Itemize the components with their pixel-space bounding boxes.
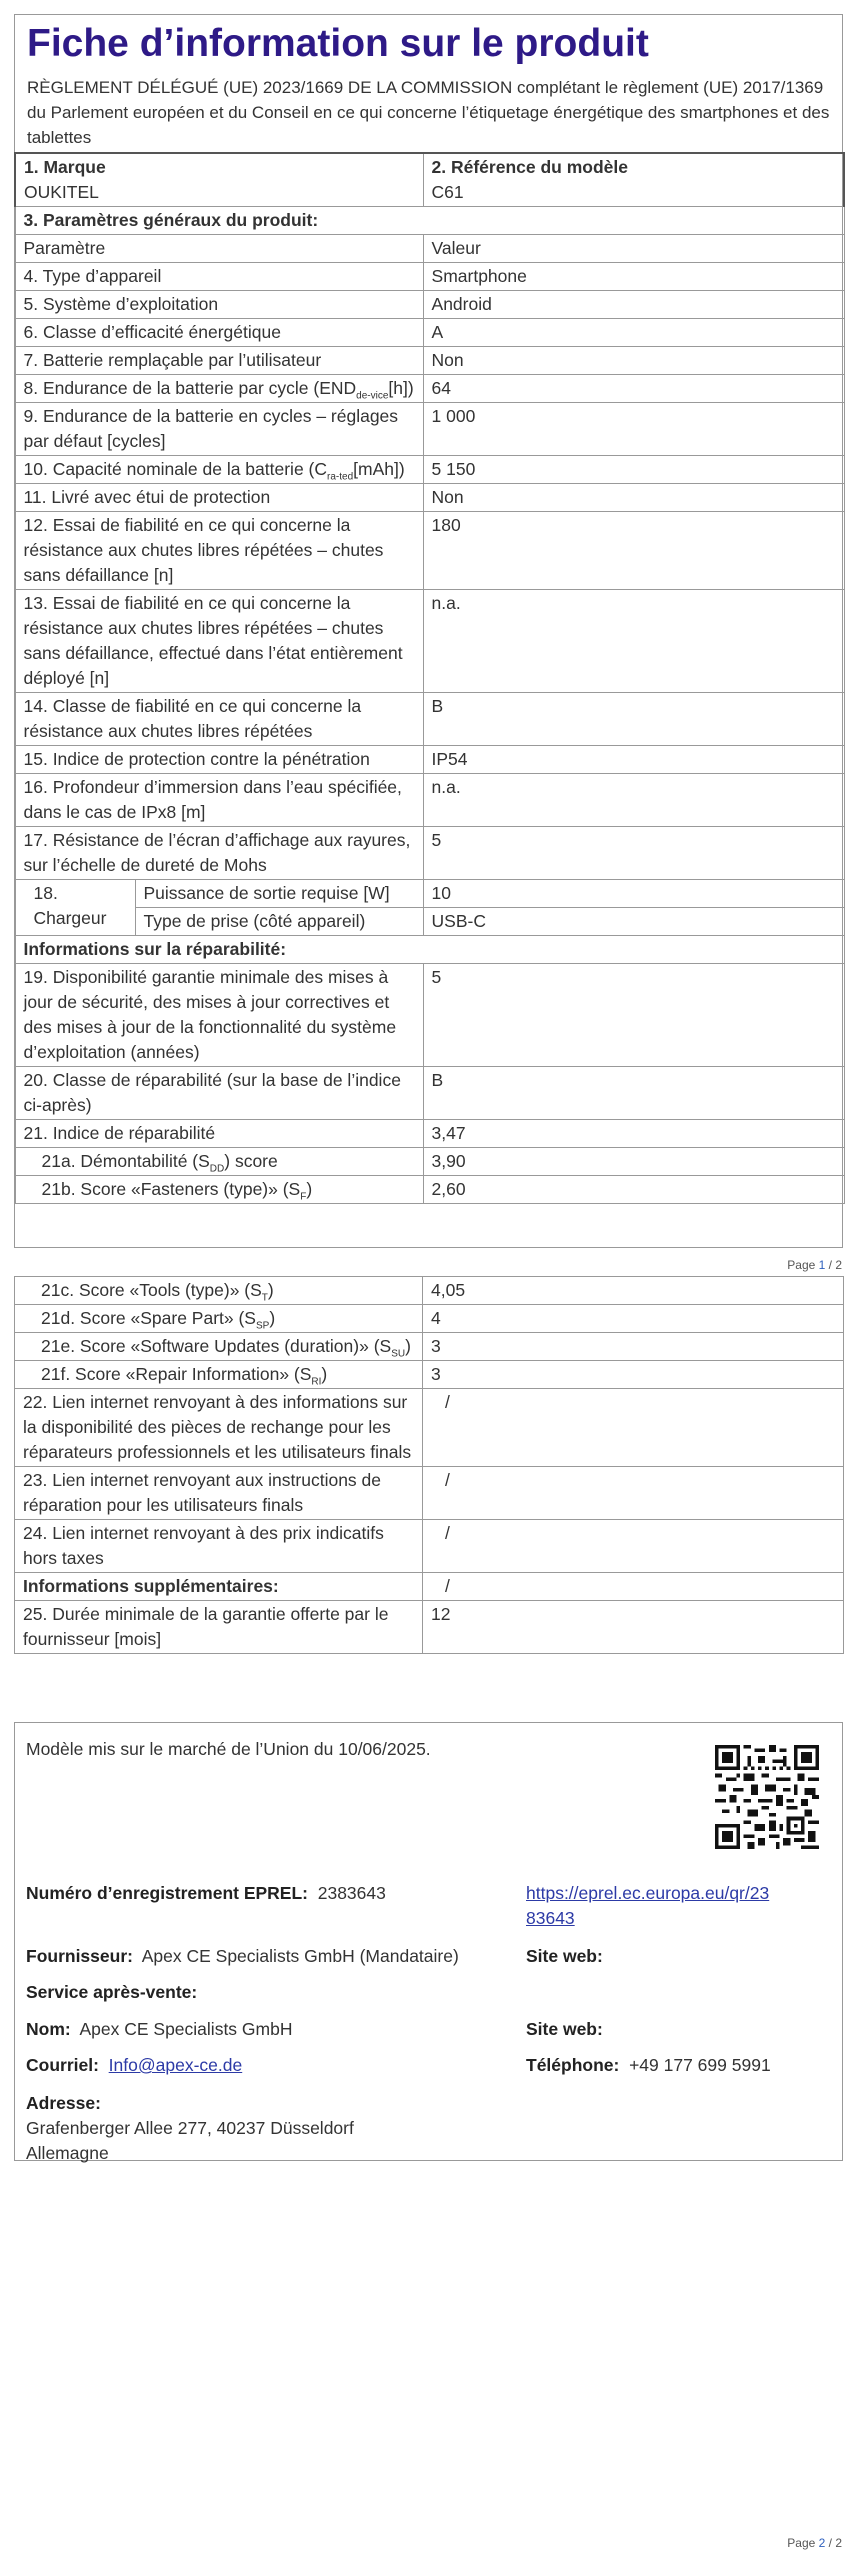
section-repair-heading: Informations sur la réparabilité: [15,936,844,964]
param-label: 9. Endurance de la batterie en cycles – réglages par défaut [cycles] [15,403,423,456]
label-subscript: de-vice [356,390,389,402]
param-label: 12. Essai de fiabilité en ce qui concerne la résistance aux chutes libres répétées – chutes sans défaillance [n] [15,512,423,590]
eprel-label: Numéro d’enregistrement EPREL: [26,1883,308,1903]
score-label [15,1333,423,1361]
market-date: Modèle mis sur le marché de l’Union du 10/06/2025. [26,1739,431,1759]
link-label: 22. Lien internet renvoyant à des informations sur la disponibilité des pièces de rechange pour les réparateurs professionnels et les utilisateurs finals [15,1389,423,1467]
links-body [15,1389,844,1573]
param-label: 14. Classe de fiabilité en ce qui concerne la résistance aux chutes libres répétées [15,693,423,746]
section-extra-heading: Informations supplémentaires: [15,1573,423,1601]
param-value: 180 [423,512,844,590]
param-label: 17. Résistance de l’écran d’affichage aux rayures, sur l’échelle de dureté de Mohs [15,827,423,880]
eprel-link-part1[interactable]: https://eprel.ec.europa.eu/qr/23 [526,1883,770,1903]
param-value: B [423,693,844,746]
score-label [15,1148,423,1176]
repair-params-body [15,964,844,1148]
charger-plug-value: USB-C [423,908,844,936]
link-label: 23. Lien internet renvoyant aux instructions de réparation pour les utilisateurs finals [15,1467,423,1520]
score-label-end: ) [269,1308,276,1328]
brand-model-row [15,153,844,207]
page-label: Page [787,1258,819,1272]
model-label: 2. Référence du modèle [431,157,628,177]
label-text-end: [mAh]) [353,459,405,479]
param-label: 7. Batterie remplaçable par l’utilisateur [15,347,423,375]
table-row [15,456,844,484]
score-subscript: SU [391,1348,406,1360]
param-label: 19. Disponibilité garantie minimale des mises à jour de sécurité, des mises à jour correctives et des mises à jour de la fonctionnalité du système d’exploitation (années) [15,964,423,1067]
page-number-1 [787,1258,842,1272]
email-link[interactable]: Info@apex-ce.de [108,2055,243,2075]
supplier-info-box [14,1722,843,2161]
param-label: 11. Livré avec étui de protection [15,484,423,512]
score-label-end: ) score [224,1151,278,1171]
page-current: 1 [818,1258,826,1272]
score-value: 4 [423,1305,844,1333]
score-label-text: 21e. Score «Software Updates (duration)» (S [41,1336,392,1356]
section-general-heading: 3. Paramètres généraux du produit: [15,207,844,235]
param-value: A [423,319,844,347]
eprel-link-part2[interactable]: 83643 [526,1908,575,1928]
page-title: Fiche d’information sur le produit [27,22,649,65]
page-number-2 [787,2536,842,2550]
section-extra-value: / [423,1573,844,1601]
charger-label: 18. Chargeur [15,880,135,936]
address-label: Adresse: [26,2093,101,2113]
table-row [15,746,844,774]
page-total-2: / 2 [825,2536,842,2550]
link-value: / [423,1520,844,1573]
eprel-value: 2383643 [317,1883,386,1903]
charger-power-row [15,880,844,908]
brand-cell [15,153,423,207]
supplier-value: Apex CE Specialists GmbH (Mandataire) [141,1946,459,1966]
table-row [15,590,844,693]
col-value-header: Valeur [423,235,844,263]
table-row [15,263,844,291]
address-line-1: Grafenberger Allee 277, 40237 Düsseldorf [26,2118,354,2138]
table-row [15,964,844,1067]
table-row [15,774,844,827]
table-row [15,375,844,403]
param-value: Smartphone [423,263,844,291]
score-label-end: ) [306,1179,313,1199]
website-line-2 [526,2017,603,2042]
score-subscript: DD [209,1163,225,1175]
score-label-text: 21b. Score «Fasteners (type)» (S [41,1179,301,1199]
score-label-text: 21a. Démontabilité (S [41,1151,210,1171]
page-total: / 2 [825,1258,842,1272]
website-line-1 [526,1944,603,1969]
website-label-1: Site web: [526,1946,603,1966]
param-value: 5 [423,964,844,1067]
param-label: 6. Classe d’efficacité énergétique [15,319,423,347]
link-label: 24. Lien internet renvoyant à des prix indicatifs hors taxes [15,1520,423,1573]
scores-page2-body [15,1277,844,1389]
param-label: 16. Profondeur d’immersion dans l’eau spécifiée, dans le cas de IPx8 [m] [15,774,423,827]
param-value: 5 [423,827,844,880]
table-row [15,693,844,746]
model-cell [423,153,844,207]
score-label-end: ) [405,1336,411,1356]
table-row [15,1067,844,1120]
page-label-2: Page [787,2536,819,2550]
score-subscript: F [300,1191,307,1203]
param-label [15,375,423,403]
label-text-end: [h]) [388,378,414,398]
score-label [15,1277,423,1305]
regulation-subtitle: RÈGLEMENT DÉLÉGUÉ (UE) 2023/1669 DE LA COMMISSION complétant le règlement (UE) 2017/1369 du Parlement européen et du Conseil en ce qui concerne l’étiquetage énergétique des smartphones et des tablettes [27,78,830,147]
score-subscript: T [261,1292,268,1304]
qr-code-icon[interactable] [715,1745,819,1849]
eprel-link[interactable] [526,1881,769,1931]
col-param-header: Paramètre [15,235,423,263]
warranty-value: 12 [423,1601,844,1654]
score-value: 3,90 [423,1148,844,1176]
charger-power-value: 10 [423,880,844,908]
phone-label: Téléphone: [526,2055,620,2075]
label-text: 8. Endurance de la batterie par cycle (END [23,378,357,398]
param-value: Non [423,484,844,512]
param-value: Non [423,347,844,375]
param-label: 20. Classe de réparabilité (sur la base de l’indice ci-après) [15,1067,423,1120]
phone-line [526,2053,771,2078]
extra-info-row [15,1573,844,1601]
supplier-label: Fournisseur: [26,1946,133,1966]
name-line [26,2017,292,2042]
param-label [15,456,423,484]
service-label: Service après-vente: [26,1982,198,2002]
table-row [15,403,844,456]
param-value: n.a. [423,774,844,827]
param-value: IP54 [423,746,844,774]
product-info-table-continued [14,1276,844,1654]
param-value: 5 150 [423,456,844,484]
param-label: 4. Type d’appareil [15,263,423,291]
product-info-table [14,152,845,1204]
brand-label: 1. Marque [24,157,106,177]
param-label: 21. Indice de réparabilité [15,1120,423,1148]
label-text: 10. Capacité nominale de la batterie (C [23,459,328,479]
table-row [15,1120,844,1148]
link-value: / [423,1389,844,1467]
score-label-text: 21f. Score «Repair Information» (S [41,1364,312,1384]
score-row [15,1305,844,1333]
phone-value: +49 177 699 5991 [629,2055,771,2075]
email-label: Courriel: [26,2055,99,2075]
model-value: C61 [431,182,464,202]
score-row [15,1148,844,1176]
brand-value: OUKITEL [24,182,99,202]
score-value: 2,60 [423,1176,844,1204]
score-row [15,1277,844,1305]
page-current-2: 2 [818,2536,826,2550]
score-row [15,1361,844,1389]
link-row [15,1467,844,1520]
param-label: 13. Essai de fiabilité en ce qui concerne la résistance aux chutes libres répétées – chutes sans défaillance, effectué dans l’état entièrement déployé [n] [15,590,423,693]
param-value: 1 000 [423,403,844,456]
table-row [15,347,844,375]
param-value: 3,47 [423,1120,844,1148]
score-label [15,1305,423,1333]
score-label [15,1361,423,1389]
website-label-2: Site web: [526,2019,603,2039]
score-row [15,1333,844,1361]
score-subscript: SP [255,1320,270,1332]
score-subscript: RI [311,1376,322,1388]
score-label [15,1176,423,1204]
address-block [26,2091,354,2166]
warranty-row [15,1601,844,1654]
eprel-line [26,1881,386,1906]
param-label: 5. Système d’exploitation [15,291,423,319]
general-params-body [15,263,844,880]
charger-plug-row [15,908,844,936]
link-value: / [423,1467,844,1520]
supplier-line [26,1944,459,1969]
link-row [15,1520,844,1573]
table-row [15,291,844,319]
param-value: B [423,1067,844,1120]
table-row [15,827,844,880]
table-row [15,319,844,347]
address-line-2: Allemagne [26,2143,109,2163]
name-label: Nom: [26,2019,71,2039]
name-value: Apex CE Specialists GmbH [79,2019,293,2039]
score-label-text: 21d. Score «Spare Part» (S [41,1308,256,1328]
scores-page1-body [15,1148,844,1204]
score-value: 4,05 [423,1277,844,1305]
column-header-row [15,235,844,263]
param-value: 64 [423,375,844,403]
link-row [15,1389,844,1467]
service-heading [26,1980,197,2005]
score-row [15,1176,844,1204]
charger-plug-label: Type de prise (côté appareil) [135,908,423,936]
param-value: Android [423,291,844,319]
param-label: 15. Indice de protection contre la pénétration [15,746,423,774]
score-label-end: ) [267,1280,274,1300]
warranty-label: 25. Durée minimale de la garantie offerte par le fournisseur [mois] [15,1601,423,1654]
param-value: n.a. [423,590,844,693]
label-subscript: ra-ted [327,471,354,483]
email-line [26,2053,242,2078]
charger-power-label: Puissance de sortie requise [W] [135,880,423,908]
score-value: 3 [423,1333,844,1361]
score-label-end: ) [321,1364,328,1384]
table-row [15,484,844,512]
score-label-text: 21c. Score «Tools (type)» (S [41,1280,262,1300]
score-value: 3 [423,1361,844,1389]
table-row [15,512,844,590]
